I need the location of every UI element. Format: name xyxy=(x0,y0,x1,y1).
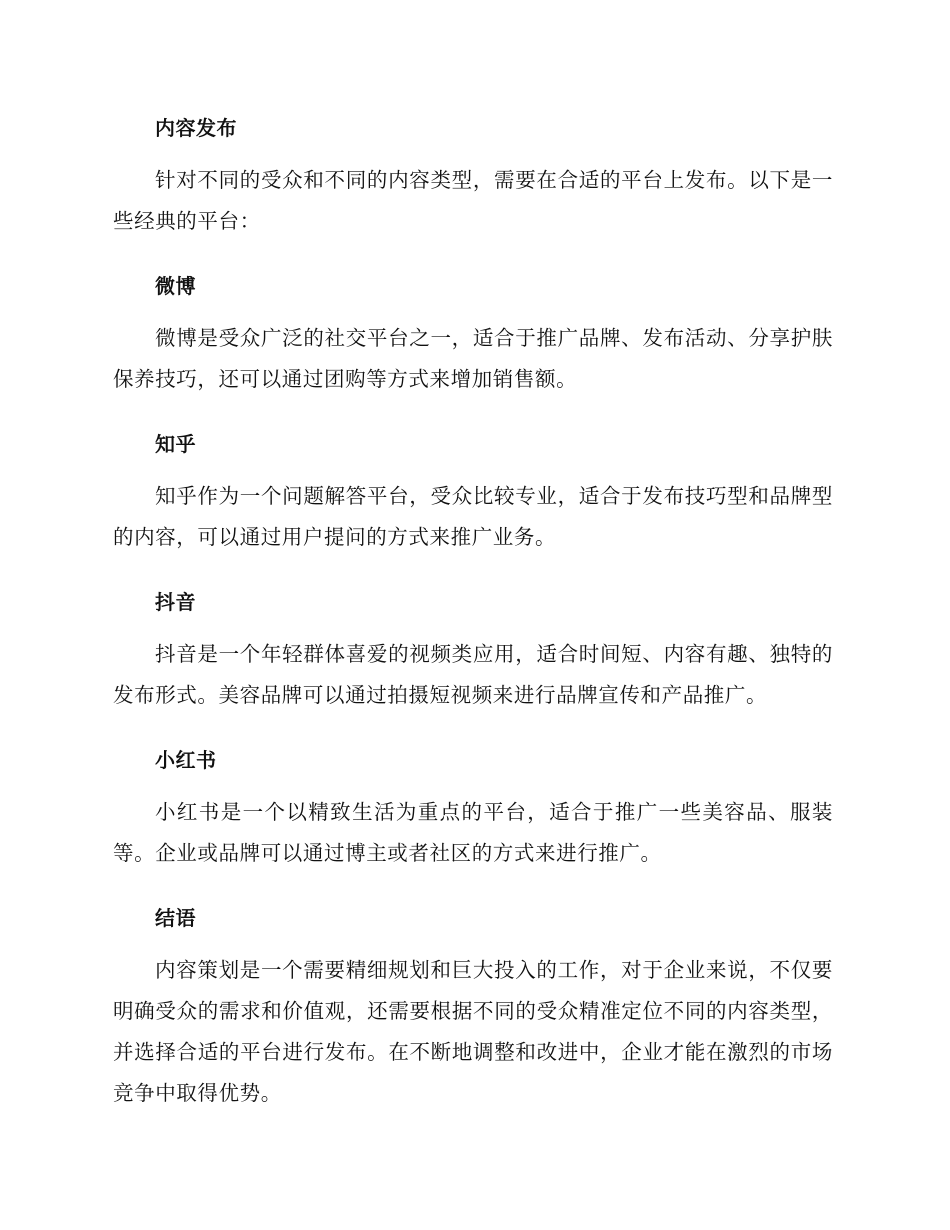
section-conclusion xyxy=(113,898,833,1114)
section-zhihu xyxy=(113,424,833,558)
section-paragraph: 微博是受众广泛的社交平台之一，适合于推广品牌、发布活动、分享护肤保养技巧，还可以通过团购等方式来增加销售额。 xyxy=(113,326,833,391)
section-paragraph: 小红书是一个以精致生活为重点的平台，适合于推广一些美容品、服装等。企业或品牌可以通过博主或者社区的方式来进行推广。 xyxy=(113,800,833,865)
section-paragraph: 抖音是一个年轻群体喜爱的视频类应用，适合时间短、内容有趣、独特的发布形式。美容品牌可以通过拍摄短视频来进行品牌宣传和产品推广。 xyxy=(113,642,833,707)
document-page xyxy=(113,108,833,1114)
section-xiaohongshu xyxy=(113,740,833,874)
section-heading: 内容发布 xyxy=(155,116,237,140)
section-douyin xyxy=(113,582,833,716)
section-weibo xyxy=(113,266,833,400)
section-heading: 知乎 xyxy=(155,432,196,456)
section-heading: 抖音 xyxy=(155,590,196,614)
section-heading: 结语 xyxy=(155,906,196,930)
section-heading: 小红书 xyxy=(155,748,217,772)
section-paragraph: 内容策划是一个需要精细规划和巨大投入的工作，对于企业来说，不仅要明确受众的需求和价值观，还需要根据不同的受众精准定位不同的内容类型，并选择合适的平台进行发布。在不断地调整和改进中，企业才能在激烈的市场竞争中取得优势。 xyxy=(113,958,833,1105)
section-paragraph: 针对不同的受众和不同的内容类型，需要在合适的平台上发布。以下是一些经典的平台： xyxy=(113,168,833,233)
section-content-publishing xyxy=(113,108,833,242)
section-paragraph: 知乎作为一个问题解答平台，受众比较专业，适合于发布技巧型和品牌型的内容，可以通过用户提问的方式来推广业务。 xyxy=(113,484,833,549)
section-heading: 微博 xyxy=(155,274,196,298)
